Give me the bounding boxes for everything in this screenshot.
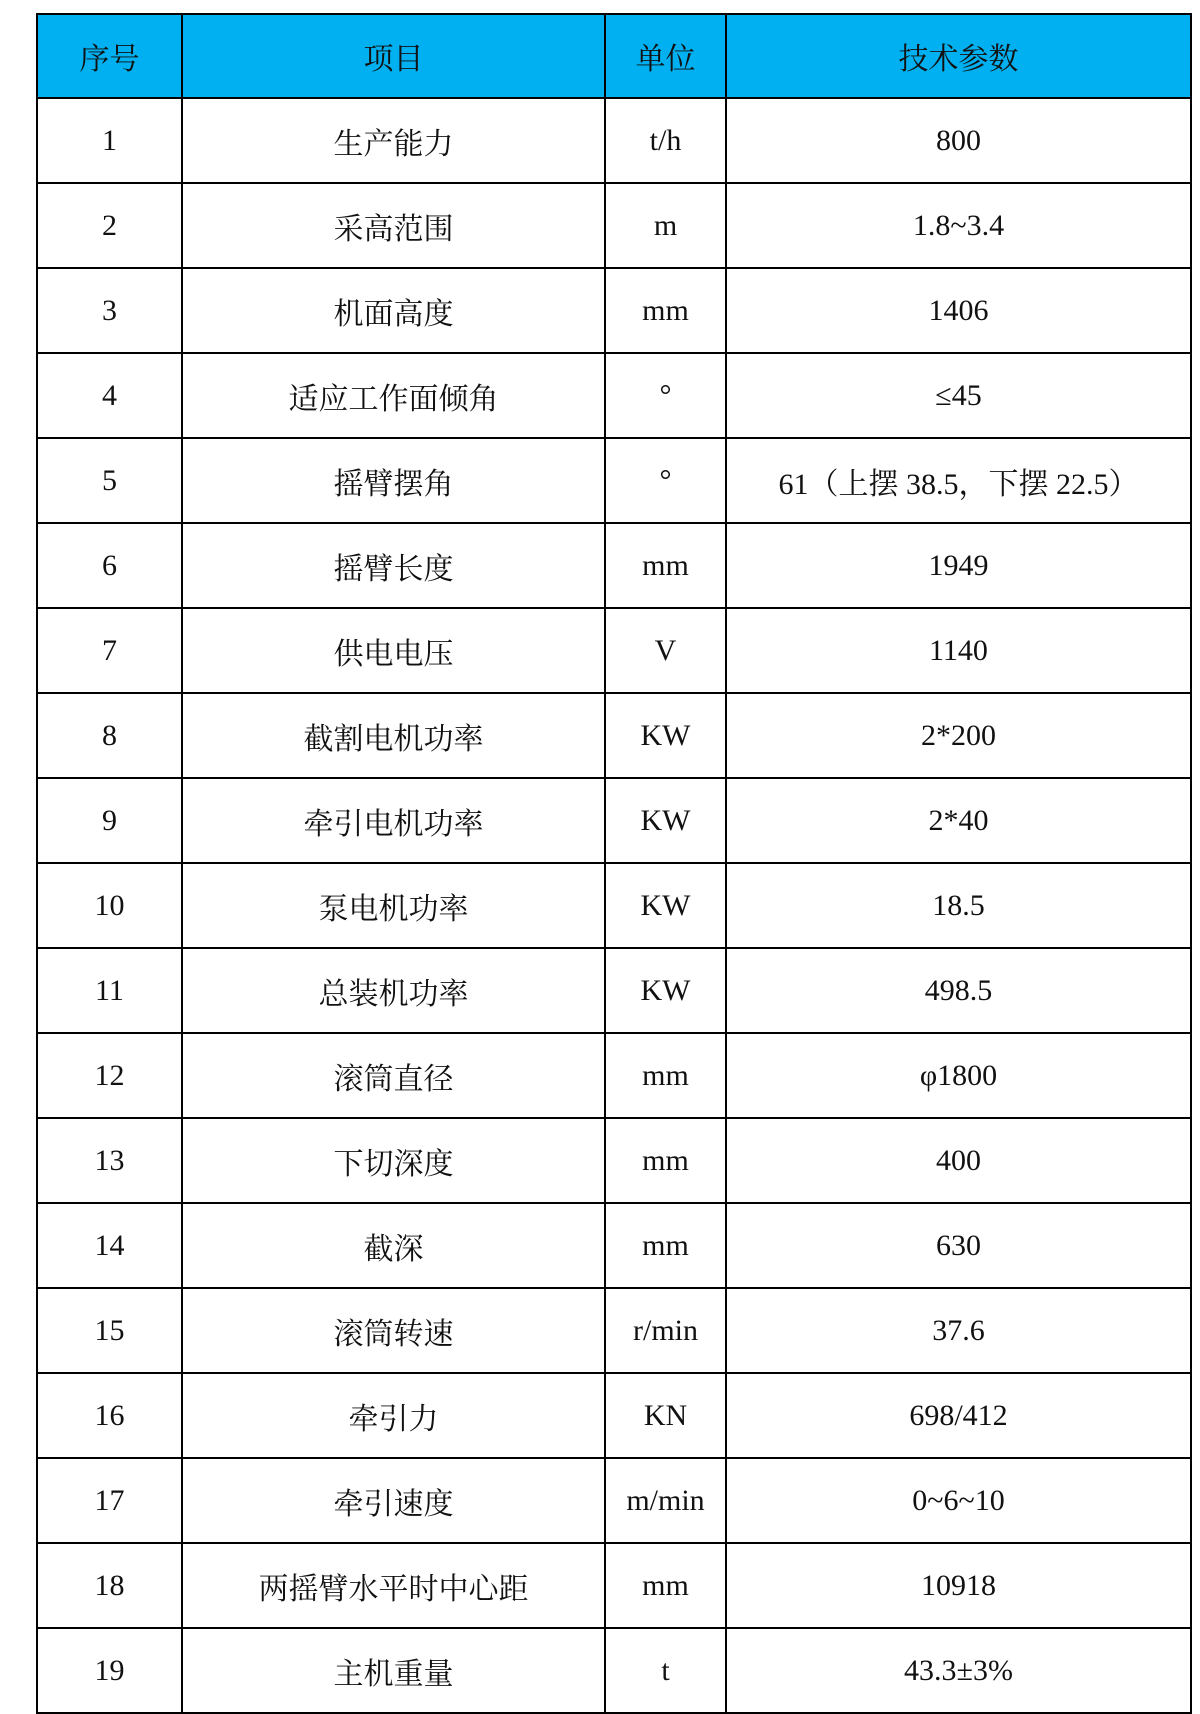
row-param: 1140 xyxy=(726,608,1191,693)
row-item: 生产能力 xyxy=(182,98,605,183)
row-param: 1406 xyxy=(726,268,1191,353)
table-row xyxy=(37,353,1191,438)
row-item: 摇臂长度 xyxy=(182,523,605,608)
table-row xyxy=(37,268,1191,353)
table-row xyxy=(37,1458,1191,1543)
header-param: 技术参数 xyxy=(726,14,1191,98)
row-unit: mm xyxy=(605,1543,726,1628)
row-no: 2 xyxy=(37,183,182,268)
row-unit: KN xyxy=(605,1373,726,1458)
row-item: 牵引速度 xyxy=(182,1458,605,1543)
table-row xyxy=(37,608,1191,693)
row-no: 1 xyxy=(37,98,182,183)
row-no: 10 xyxy=(37,863,182,948)
row-item: 摇臂摆角 xyxy=(182,438,605,523)
table-row xyxy=(37,778,1191,863)
row-param: 0~6~10 xyxy=(726,1458,1191,1543)
row-no: 9 xyxy=(37,778,182,863)
row-no: 18 xyxy=(37,1543,182,1628)
table-row xyxy=(37,1118,1191,1203)
row-no: 17 xyxy=(37,1458,182,1543)
table-row xyxy=(37,693,1191,778)
row-item: 供电电压 xyxy=(182,608,605,693)
table-row xyxy=(37,1033,1191,1118)
row-item: 下切深度 xyxy=(182,1118,605,1203)
row-item: 两摇臂水平时中心距 xyxy=(182,1543,605,1628)
row-no: 13 xyxy=(37,1118,182,1203)
row-no: 12 xyxy=(37,1033,182,1118)
row-unit: r/min xyxy=(605,1288,726,1373)
table-row xyxy=(37,183,1191,268)
row-no: 6 xyxy=(37,523,182,608)
row-no: 16 xyxy=(37,1373,182,1458)
row-no: 3 xyxy=(37,268,182,353)
header-row xyxy=(37,14,1191,98)
table-row xyxy=(37,98,1191,183)
row-no: 19 xyxy=(37,1628,182,1713)
row-unit: t/h xyxy=(605,98,726,183)
row-item: 泵电机功率 xyxy=(182,863,605,948)
row-param: 698/412 xyxy=(726,1373,1191,1458)
row-param: 2*40 xyxy=(726,778,1191,863)
row-item: 机面高度 xyxy=(182,268,605,353)
row-param: 43.3±3% xyxy=(726,1628,1191,1713)
row-unit: KW xyxy=(605,693,726,778)
table-row xyxy=(37,1203,1191,1288)
spec-table xyxy=(36,13,1192,1714)
row-unit: m xyxy=(605,183,726,268)
row-unit: mm xyxy=(605,1033,726,1118)
row-unit: mm xyxy=(605,1203,726,1288)
row-unit: t xyxy=(605,1628,726,1713)
row-param: φ1800 xyxy=(726,1033,1191,1118)
row-no: 7 xyxy=(37,608,182,693)
row-item: 适应工作面倾角 xyxy=(182,353,605,438)
row-param: 18.5 xyxy=(726,863,1191,948)
row-param: 800 xyxy=(726,98,1191,183)
table-row xyxy=(37,1288,1191,1373)
table-row xyxy=(37,1373,1191,1458)
row-param: 2*200 xyxy=(726,693,1191,778)
row-no: 15 xyxy=(37,1288,182,1373)
row-no: 14 xyxy=(37,1203,182,1288)
row-unit: ° xyxy=(605,353,726,438)
row-unit: ° xyxy=(605,438,726,523)
row-unit: KW xyxy=(605,778,726,863)
row-param: ≤45 xyxy=(726,353,1191,438)
row-no: 4 xyxy=(37,353,182,438)
row-item: 牵引电机功率 xyxy=(182,778,605,863)
row-item: 总装机功率 xyxy=(182,948,605,1033)
row-unit: KW xyxy=(605,863,726,948)
row-no: 11 xyxy=(37,948,182,1033)
row-param: 1949 xyxy=(726,523,1191,608)
table-row xyxy=(37,523,1191,608)
row-item: 滚筒转速 xyxy=(182,1288,605,1373)
row-param: 630 xyxy=(726,1203,1191,1288)
row-item: 牵引力 xyxy=(182,1373,605,1458)
row-unit: V xyxy=(605,608,726,693)
row-item: 截割电机功率 xyxy=(182,693,605,778)
row-item: 截深 xyxy=(182,1203,605,1288)
table-row xyxy=(37,1543,1191,1628)
table-row xyxy=(37,863,1191,948)
row-unit: m/min xyxy=(605,1458,726,1543)
table-row xyxy=(37,1628,1191,1713)
row-param: 498.5 xyxy=(726,948,1191,1033)
row-param: 61（上摆 38.5，下摆 22.5） xyxy=(726,438,1191,523)
row-unit: mm xyxy=(605,523,726,608)
header-unit: 单位 xyxy=(605,14,726,98)
row-unit: mm xyxy=(605,1118,726,1203)
row-item: 采高范围 xyxy=(182,183,605,268)
table-row xyxy=(37,948,1191,1033)
row-unit: mm xyxy=(605,268,726,353)
row-item: 主机重量 xyxy=(182,1628,605,1713)
table-row xyxy=(37,438,1191,523)
row-param: 37.6 xyxy=(726,1288,1191,1373)
row-no: 5 xyxy=(37,438,182,523)
row-no: 8 xyxy=(37,693,182,778)
row-param: 10918 xyxy=(726,1543,1191,1628)
header-no: 序号 xyxy=(37,14,182,98)
row-param: 1.8~3.4 xyxy=(726,183,1191,268)
header-item: 项目 xyxy=(182,14,605,98)
row-param: 400 xyxy=(726,1118,1191,1203)
row-item: 滚筒直径 xyxy=(182,1033,605,1118)
row-unit: KW xyxy=(605,948,726,1033)
